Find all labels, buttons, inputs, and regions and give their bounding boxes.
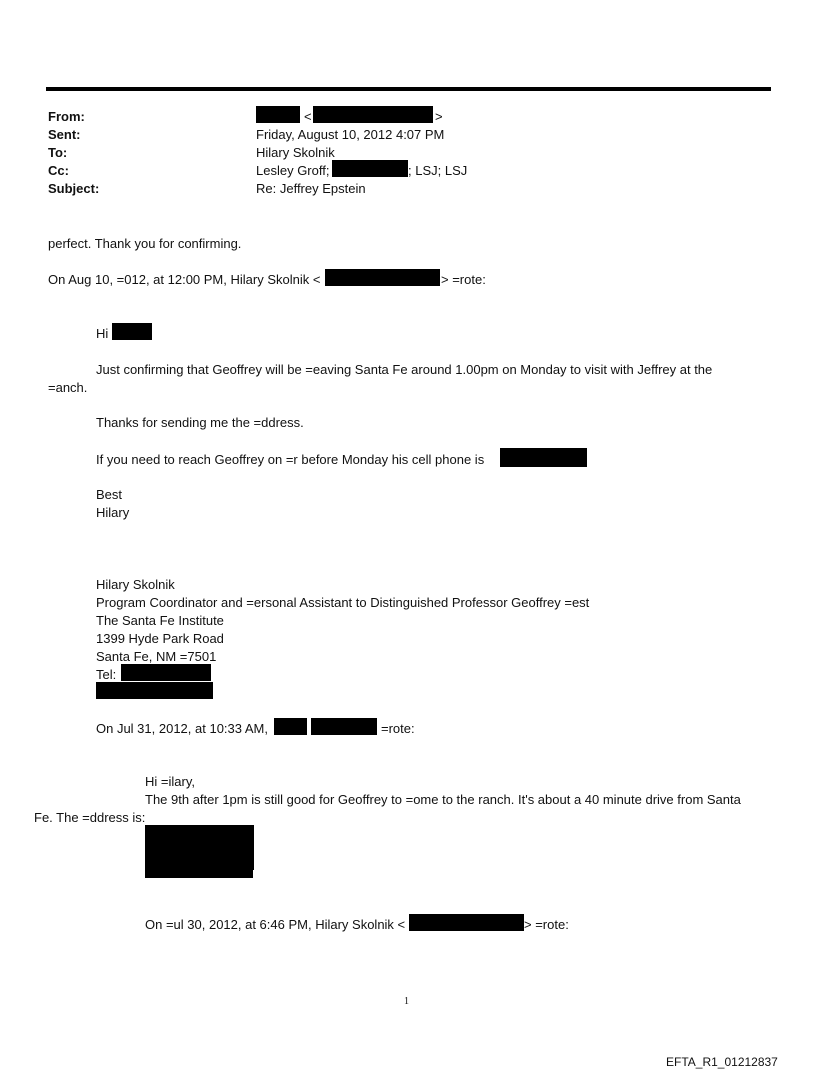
closing-name: Hilary	[96, 505, 130, 520]
redaction-from-name	[256, 106, 300, 123]
signature-city: Santa Fe, NM =7501	[96, 649, 217, 664]
redaction-quote2-last	[311, 718, 377, 735]
subject-value: Re: Jeffrey Epstein	[256, 181, 366, 196]
quote1-intro: On Aug 10, =012, at 12:00 PM, Hilary Skolnik <	[48, 272, 321, 287]
signature-name: Hilary Skolnik	[96, 577, 175, 592]
confirm-line-1: Just confirming that Geoffrey will be =eaving Santa Fe around 1.00pm on Monday to visit with Jeffrey at the	[96, 362, 713, 377]
page-number: 1	[404, 996, 409, 1007]
greeting-hi: Hi	[96, 326, 109, 341]
quote2-intro: On Jul 31, 2012, at 10:33 AM,	[96, 721, 269, 736]
redaction-quote3-email	[409, 914, 524, 931]
cc-value-start: Lesley Groff;	[256, 163, 330, 178]
reach-line: If you need to reach Geoffrey on =r before Monday his cell phone is	[96, 452, 485, 467]
redaction-greeting-name	[112, 323, 152, 340]
sent-label: Sent:	[48, 127, 81, 142]
signature-title: Program Coordinator and =ersonal Assistant to Distinguished Professor Geoffrey =est	[96, 595, 590, 610]
closing-best: Best	[96, 487, 123, 502]
from-angle-open: <	[304, 109, 312, 124]
to-value: Hilary Skolnik	[256, 145, 335, 160]
sent-value: Friday, August 10, 2012 4:07 PM	[256, 127, 445, 142]
redaction-quote1-email	[325, 269, 440, 286]
quote2-rote: =rote:	[381, 721, 415, 736]
cc-label: Cc:	[48, 163, 69, 178]
redaction-signature-extra	[96, 682, 213, 699]
quote3-rote: > =rote:	[524, 917, 569, 932]
quote3-intro: On =ul 30, 2012, at 6:46 PM, Hilary Skolnik <	[145, 917, 406, 932]
redaction-quote2-first	[274, 718, 307, 735]
confirm-line-2: =anch.	[48, 380, 88, 395]
redaction-address-tail	[145, 868, 253, 878]
cc-value-end: ; LSJ; LSJ	[408, 163, 468, 178]
redaction-from-email	[313, 106, 433, 123]
reply-text: perfect. Thank you for confirming.	[48, 236, 242, 251]
thanks-line: Thanks for sending me the =ddress.	[96, 415, 304, 430]
header-rule	[46, 87, 771, 91]
quote1-rote: > =rote:	[441, 272, 486, 287]
redaction-cell-phone	[500, 448, 587, 467]
from-label: From:	[48, 109, 85, 124]
quote2-greeting: Hi =ilary,	[145, 774, 195, 789]
subject-label: Subject:	[48, 181, 100, 196]
redaction-address-block	[145, 825, 254, 870]
document-id: EFTA_R1_01212837	[666, 1055, 778, 1069]
from-angle-close: >	[435, 109, 443, 124]
signature-org: The Santa Fe Institute	[96, 613, 224, 628]
quote2-line-2: Fe. The =ddress is:	[34, 810, 146, 825]
to-label: To:	[48, 145, 68, 160]
quote2-line-1: The 9th after 1pm is still good for Geoffrey to =ome to the ranch. It's about a 40 minute drive from Santa	[145, 792, 741, 807]
redaction-tel	[121, 664, 211, 681]
signature-street: 1399 Hyde Park Road	[96, 631, 224, 646]
signature-tel-label: Tel:	[96, 667, 117, 682]
redaction-cc	[332, 160, 408, 177]
